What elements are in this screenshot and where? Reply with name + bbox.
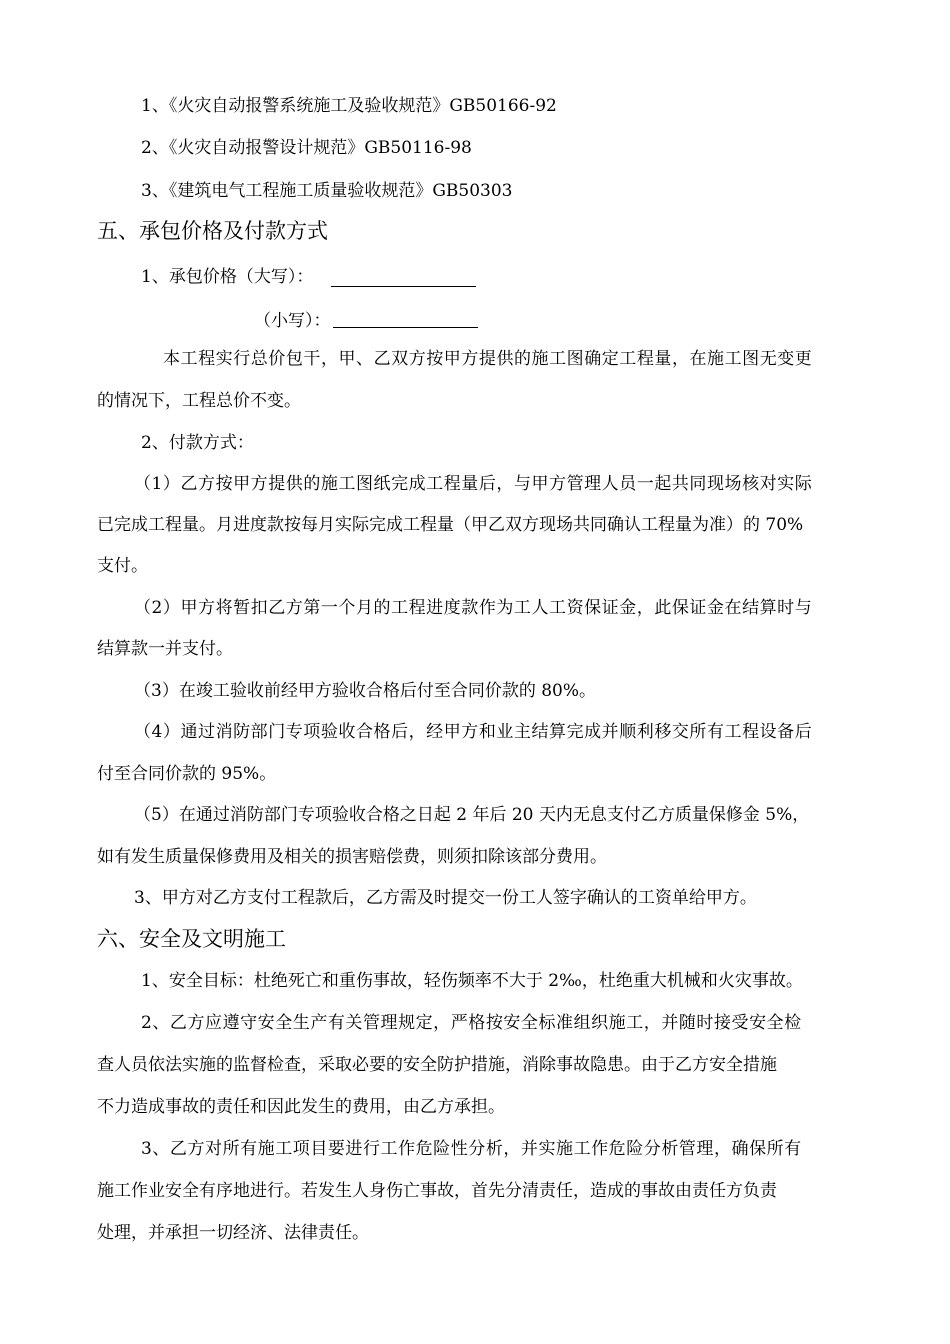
price-lower-label: （小写）： [254, 311, 331, 331]
standard-item: 3、《建筑电气工程施工质量验收规范》GB50303 [141, 181, 513, 201]
paragraph-line: 如有发生质量保修费用及相关的损害赔偿费，则须扣除该部分费用。 [97, 847, 607, 867]
paragraph-line: （2）甲方将暂扣乙方第一个月的工程进度款作为工人工资保证金，此保证金在结算时与 [134, 598, 813, 618]
price-lower-blank[interactable] [333, 327, 478, 328]
paragraph-line: （1）乙方按甲方提供的施工图纸完成工程量后，与甲方管理人员一起共同现场核对实际 [134, 474, 813, 494]
paragraph-line: 的情况下，工程总价不变。 [97, 391, 301, 411]
section-heading: 六、安全及文明施工 [97, 927, 286, 951]
paragraph-line: 3、甲方对乙方支付工程款后，乙方需及时提交一份工人签字确认的工资单给甲方。 [134, 888, 757, 908]
paragraph-line: 2、乙方应遵守安全生产有关管理规定，严格按安全标准组织施工，并随时接受安全检 [141, 1013, 802, 1033]
standard-item: 2、《火灾自动报警设计规范》GB50116-98 [141, 138, 472, 158]
paragraph-line: 3、乙方对所有施工项目要进行工作危险性分析，并实施工作危险分析管理，确保所有 [141, 1139, 802, 1159]
paragraph-line: 支付。 [97, 556, 148, 576]
section-heading: 五、承包价格及付款方式 [97, 219, 328, 243]
standard-item: 1、《火灾自动报警系统施工及验收规范》GB50166-92 [141, 96, 557, 116]
paragraph-line: 1、安全目标：杜绝死亡和重伤事故，轻伤频率不大于 2‰，杜绝重大机械和火灾事故。 [141, 971, 803, 991]
paragraph-line: 已完成工程量。月进度款按每月实际完成工程量（甲乙双方现场共同确认工程量为准）的 70% [97, 515, 804, 535]
paragraph-line: （4）通过消防部门专项验收合格后，经甲方和业主结算完成并顺利移交所有工程设备后 [134, 722, 813, 742]
paragraph-line: 结算款一并支付。 [97, 639, 233, 659]
paragraph-line: 查人员依法实施的监督检查，采取必要的安全防护措施，消除事故隐患。由于乙方安全措施 [97, 1055, 777, 1075]
price-upper-label: 1、承包价格（大写）： [141, 267, 314, 287]
paragraph-line: 本工程实行总价包干，甲、乙双方按甲方提供的施工图确定工程量，在施工图无变更 [163, 349, 813, 369]
paragraph-line: 施工作业安全有序地进行。若发生人身伤亡事故，首先分清责任，造成的事故由责任方负责 [97, 1181, 777, 1201]
paragraph-line: 处理，并承担一切经济、法律责任。 [97, 1223, 369, 1243]
paragraph-line: （3）在竣工验收前经甲方验收合格后付至合同价款的 80%。 [134, 681, 597, 701]
paragraph-line: （5）在通过消防部门专项验收合格之日起 2 年后 20 天内无息支付乙方质量保修金 5%， [134, 805, 810, 825]
price-upper-blank[interactable] [331, 286, 476, 287]
paragraph-line: 付至合同价款的 95%。 [97, 764, 277, 784]
payment-label: 2、付款方式： [141, 433, 254, 453]
paragraph-line: 不力造成事故的责任和因此发生的费用，由乙方承担。 [97, 1097, 505, 1117]
